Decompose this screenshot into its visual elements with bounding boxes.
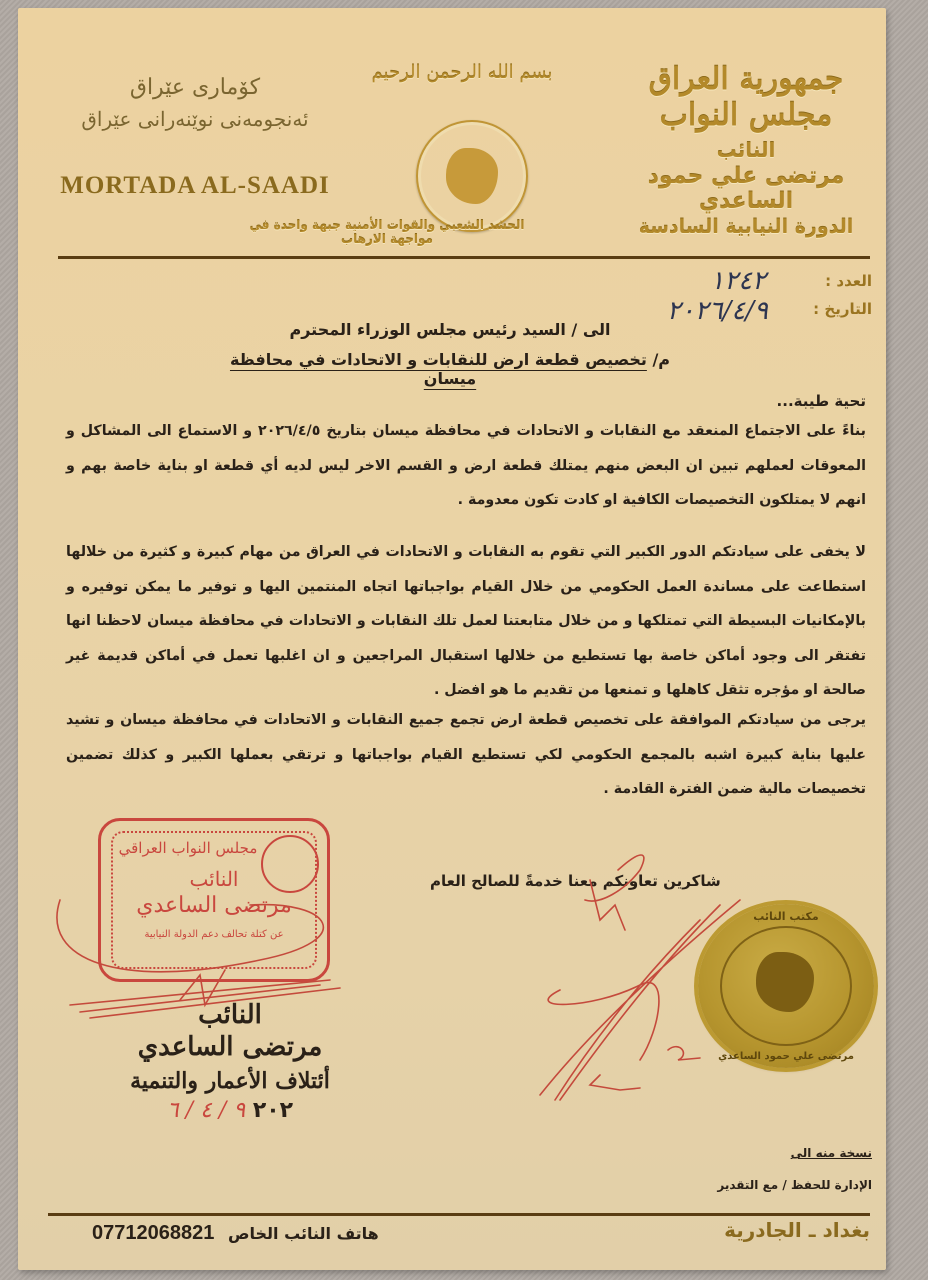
copy-item: الإدارة للحفظ / مع التقدير (717, 1178, 872, 1192)
stamp-line-4: عن كتلة تحالف دعم الدولة النيابية (144, 929, 284, 940)
signer-date-handwritten: ٩ / ٤ / ٦ (166, 1098, 246, 1123)
copy-to-label: نسخة منه الى (790, 1146, 872, 1160)
phone-number: 07712068821 (92, 1222, 215, 1244)
subject-prefix: م/ (652, 350, 671, 369)
basmala: بسم الله الرحمن الرحيم (371, 62, 553, 83)
footer-phone (92, 1222, 379, 1245)
council-of-representatives-calligraphy: مجلس النواب (659, 98, 833, 133)
deputy-full-name: مرتضى علي حمود الساعدي (647, 164, 845, 214)
deputy-title: النائب (716, 138, 776, 162)
date-label: التاريخ : (813, 300, 872, 318)
paragraph-3: يرجى من سيادتكم الموافقة على تخصيص قطعة ارض تجمع جميع النقابات و الاتحادات في محافظة ميسان و تشيد عليها بناية كبيرة اشبه بالمجمع الحكومي لكي تستطيع القيام بواجباتها و ترتقي بعملها الكبير و كذلك تضمين تخصيصات مالية ضمن الفترة القادمة . (66, 712, 866, 798)
kurdish-republic-text: کۆماری عێراق (129, 75, 261, 100)
number-label: العدد : (825, 272, 872, 290)
english-name: MORTADA AL-SAADI (60, 172, 330, 199)
stamp-line-3: مرتضى الساعدي (136, 893, 292, 918)
header-divider (58, 256, 870, 259)
signer-date-printed: ٢٠٢ (252, 1098, 294, 1123)
gold-seal (698, 904, 874, 1068)
date-value: ٢٠٢٦/٤/٩ (666, 296, 768, 326)
subject-line (220, 350, 680, 388)
signature-block (80, 1000, 380, 1123)
parliamentary-term: الدورة النيابية السادسة (638, 216, 854, 238)
parliament-emblem-icon (416, 120, 528, 232)
seal-top-text: مكتب النائب (753, 910, 819, 923)
number-value: ١٢٤٢ (710, 266, 766, 296)
signer-name: مرتضى الساعدي (137, 1032, 323, 1062)
signer-coalition: أئتلاف الأعمار والتنمية (130, 1068, 330, 1094)
paragraph-2: لا يخفى على سيادتكم الدور الكبير التي تقوم به النقابات و الاتحادات في العراق من مهام كبيرة و كثيرة من خلالها استطاعت على مساندة العمل الحكومي من خلال القيام بواجباتها اتجاه المنتمين اليها و توفير ما يمكن توفيره و بالإمكانيات البسيطة التي تمتلكها و من خلال متابعتنا لعمل تلك النقابات و الاتحادات في محافظة ميسان لاحظنا انها تفتقر الى وجود أماكن خاصة بها تستطيع من خلالها استقبال المراجعين و ان اغلبها تعمل في أماكن قديمة غير صالحة او مؤجره تثقل كاهلها و تمنعها من تقديم ما هو افضل . (66, 544, 866, 699)
signer-date (80, 1098, 380, 1123)
stamp-line-2: النائب (189, 867, 239, 891)
closing-line: شاكرين تعاونكم معنا خدمةً للصالح العام (430, 872, 721, 890)
letterhead-left (60, 72, 330, 200)
republic-of-iraq-calligraphy: جمهورية العراق (648, 62, 844, 97)
kurdish-council-text: ئەنجومەنی نوێنەرانی عێراق (81, 107, 309, 131)
red-official-stamp (98, 818, 330, 982)
signer-title: النائب (198, 1000, 262, 1030)
subject-text: تخصيص قطعة ارض للنقابات و الاتحادات في محافظة ميسان (229, 350, 647, 388)
seal-iraq-map-icon (756, 952, 814, 1012)
phone-label: هاتف النائب الخاص (227, 1224, 379, 1243)
slogan: الحشد الشعبي والقوات الأمنية جبهة واحدة في مواجهة الارهاب (249, 218, 525, 246)
footer-divider (48, 1213, 870, 1216)
seal-bottom-text: مرتضى علي حمود الساعدي (718, 1051, 854, 1062)
letterhead-right (616, 62, 876, 238)
footer-address: بغداد ـ الجادرية (724, 1218, 870, 1242)
paragraph-1: بناءً على الاجتماع المنعقد مع النقابات و الاتحادات في محافظة ميسان بتاريخ ٢٠٢٦/٤/٥ و الاستماع الى المشاكل و المعوقات لعملهم تبين ان البعض منهم يمتلك قطعة ارض و القسم الاخر ليس لديه أي قطعة او بناية خاصة بهم و انهم لا يمتلكون التخصيصات الكافية او كادت تكون معدومة . (66, 423, 866, 509)
stamp-line-1: مجلس النواب العراقي (118, 839, 258, 857)
greeting: تحية طيبة... (776, 392, 866, 410)
iraq-map-icon (446, 148, 498, 204)
recipient: الى / السيد رئيس مجلس الوزراء المحترم (289, 320, 611, 339)
